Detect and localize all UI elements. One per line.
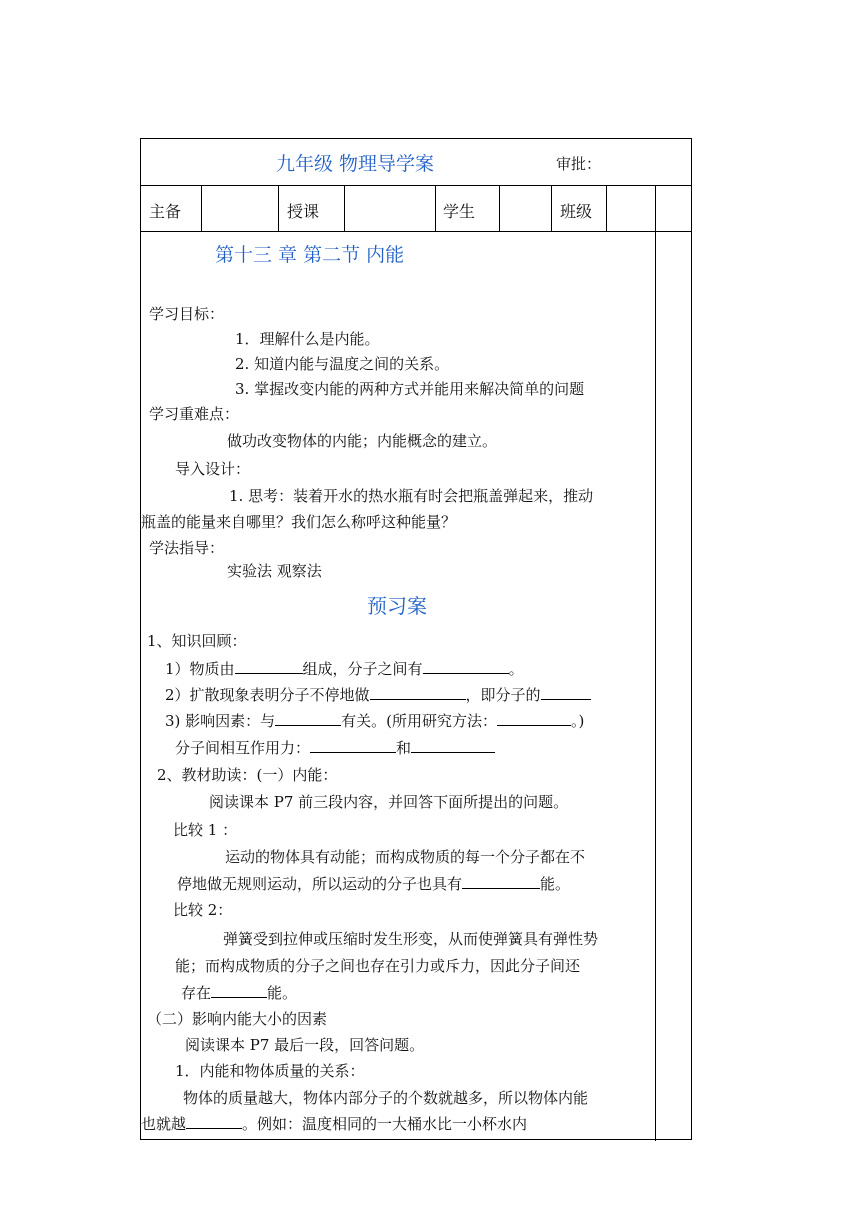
review-line: 2）扩散现象表明分子不停地做 ，即分子的 [165, 685, 591, 705]
worksheet-table [140, 138, 692, 1140]
col-divider [278, 185, 279, 231]
blank-field[interactable] [186, 1114, 242, 1129]
comparison-label: 比较 2： [173, 901, 233, 919]
col-divider [606, 185, 607, 231]
row-divider [141, 231, 691, 232]
role-class-label: 班级 [560, 201, 593, 221]
worksheet-title: 九年级 物理导学案 [276, 153, 435, 175]
comparison-text: 运动的物体具有动能；而构成物质的每一个分子都在不 [225, 848, 586, 866]
col-divider [551, 185, 552, 231]
reading-heading: 2、教材助读：(一）内能： [157, 766, 338, 784]
approval-label: 审批： [556, 155, 602, 173]
comparison-text: 停地做无规则运动，所以运动的分子也具有 能。 [177, 875, 571, 893]
col-divider [201, 185, 202, 231]
blank-field[interactable] [541, 685, 591, 700]
review-line: 分子间相互作用力： 和 [175, 738, 495, 758]
comparison-text: 存在 能。 [181, 984, 298, 1002]
review-heading: 1、知识回顾： [147, 632, 247, 650]
review-line: 3) 影响因素：与 有关。(所用研究方法： 。) [165, 712, 585, 730]
factors-instruction: 阅读课本 P7 最后一段，回答问题。 [185, 1036, 425, 1054]
preview-title: 预习案 [367, 594, 427, 618]
blank-field[interactable] [462, 874, 540, 889]
review-line: 1）物质由 组成，分子之间有 。 [165, 660, 524, 678]
reading-instruction: 阅读课本 P7 前三段内容，并回答下面所提出的问题。 [209, 793, 569, 811]
intro-line: 瓶盖的能量来自哪里？我们怎么称呼这种能量？ [141, 513, 457, 531]
blank-field[interactable] [497, 711, 571, 726]
blank-field[interactable] [423, 659, 509, 674]
key-points-heading: 学习重难点： [149, 405, 240, 423]
comparison-text: 能；而构成物质的分子之间也存在引力或斥力，因此分子间还 [175, 957, 581, 975]
key-points-text: 做功改变物体的内能；内能概念的建立。 [227, 432, 498, 450]
factors-heading: （二）影响内能大小的因素 [147, 1010, 328, 1028]
method-text: 实验法 观察法 [227, 562, 322, 580]
method-heading: 学法指导： [149, 539, 225, 557]
blank-field[interactable] [275, 711, 341, 726]
role-teach-label: 授课 [287, 201, 320, 221]
col-divider [435, 185, 436, 231]
objectives-heading: 学习目标： [149, 305, 225, 323]
role-student-label: 学生 [443, 201, 476, 221]
objective-item: 2. 知道内能与温度之间的关系。 [235, 355, 450, 373]
comparison-text: 弹簧受到拉伸或压缩时发生形变，从而使弹簧具有弹性势 [223, 930, 599, 948]
role-lead-label: 主备 [149, 201, 182, 221]
blank-field[interactable] [370, 685, 466, 700]
comparison-label: 比较 1 ： [173, 821, 238, 839]
lesson-title: 第十三 章 第二节 内能 [215, 244, 405, 266]
blank-field[interactable] [310, 738, 396, 753]
objective-item: 1．理解什么是内能。 [235, 330, 380, 348]
side-column-divider [655, 185, 656, 1141]
intro-heading: 导入设计： [175, 460, 251, 478]
factor-text: 物体的质量越大，物体内部分子的个数就越多，所以物体内能 [183, 1089, 589, 1107]
objective-item: 3. 掌握改变内能的两种方式并能用来解决简单的问题 [235, 380, 585, 398]
row-divider [141, 185, 691, 186]
col-divider [499, 185, 500, 231]
blank-field[interactable] [411, 738, 495, 753]
factor-text: 也就越 。例如：温度相同的一大桶水比一小杯水内 [141, 1115, 528, 1133]
intro-line: 1. 思考：装着开水的热水瓶有时会把瓶盖弹起来，推动 [229, 487, 594, 505]
col-divider [344, 185, 345, 231]
blank-field[interactable] [211, 983, 267, 998]
blank-field[interactable] [235, 659, 303, 674]
factor-item: 1．内能和物体质量的关系： [175, 1062, 365, 1080]
